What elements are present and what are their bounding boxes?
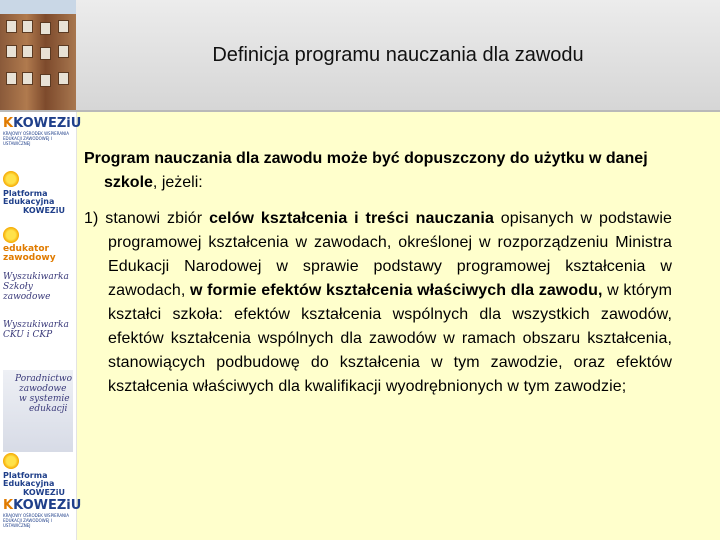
poradnictwo-logo[interactable]: Poradnictwo zawodowe w systemie edukacji bbox=[3, 370, 73, 452]
building-photo bbox=[0, 0, 76, 110]
edukator-zawodowy-logo[interactable]: edukator zawodowy bbox=[3, 224, 73, 263]
platforma-edukacyjna-logo-2[interactable]: Platforma Edukacyjna KOWEZiU bbox=[3, 450, 73, 497]
wyszukiwarka-cku-logo[interactable]: Wyszukiwarka CKU i CKP bbox=[3, 320, 69, 340]
intro-paragraph: Program nauczania dla zawodu może być dopuszczony do użytku w danej szkole, jeżeli: bbox=[84, 150, 648, 191]
wyszukiwarka-szkoly-logo[interactable]: Wyszukiwarka Szkoły zawodowe bbox=[3, 272, 69, 302]
sun-icon bbox=[3, 171, 19, 187]
slide-header bbox=[0, 0, 720, 112]
koweziu-logo-bottom[interactable] bbox=[3, 498, 82, 528]
koweziu-wordmark: KKOWEZiU bbox=[3, 116, 82, 131]
koweziu-tagline: KRAJOWY OŚRODEK WSPIERANIA EDUKACJI ZAWODOWEJ I USTAWICZNEJ bbox=[3, 131, 69, 146]
koweziu-wordmark: KKOWEZiU bbox=[3, 498, 82, 513]
sun-icon bbox=[3, 453, 19, 469]
slide-body bbox=[84, 147, 672, 399]
koweziu-logo-top[interactable] bbox=[3, 116, 82, 146]
logo-sidebar bbox=[0, 112, 82, 540]
sun-icon bbox=[3, 227, 19, 243]
koweziu-tagline: KRAJOWY OŚRODEK WSPIERANIA EDUKACJI ZAWODOWEJ I USTAWICZNEJ bbox=[3, 513, 69, 528]
condition-1-paragraph: 1) stanowi zbiór celów kształcenia i treści nauczania opisanych w podstawie programowej kształcenia w zawodach, określonej w rozporządzeniu Ministra Edukacji Narodowej w sprawie podstawy programowej kształcenia w zawodach, w formie efektów kształcenia właściwych dla zawodu, w którym kształci szkoła: efektów kształcenia wspólnych dla wszystkich zawodów, efektów kształcenia wspólnych dla zawodów w ramach obszaru kształcenia, stanowiących podbudowę do kształcenia w tym zawodzie, oraz efektów kształcenia właściwych dla kwalifikacji wyodrębnionych w tym zawodzie; bbox=[84, 210, 673, 395]
page-title: Definicja programu nauczania dla zawodu bbox=[212, 44, 584, 66]
platforma-edukacyjna-logo[interactable]: Platforma Edukacyjna KOWEZiU bbox=[3, 168, 73, 215]
